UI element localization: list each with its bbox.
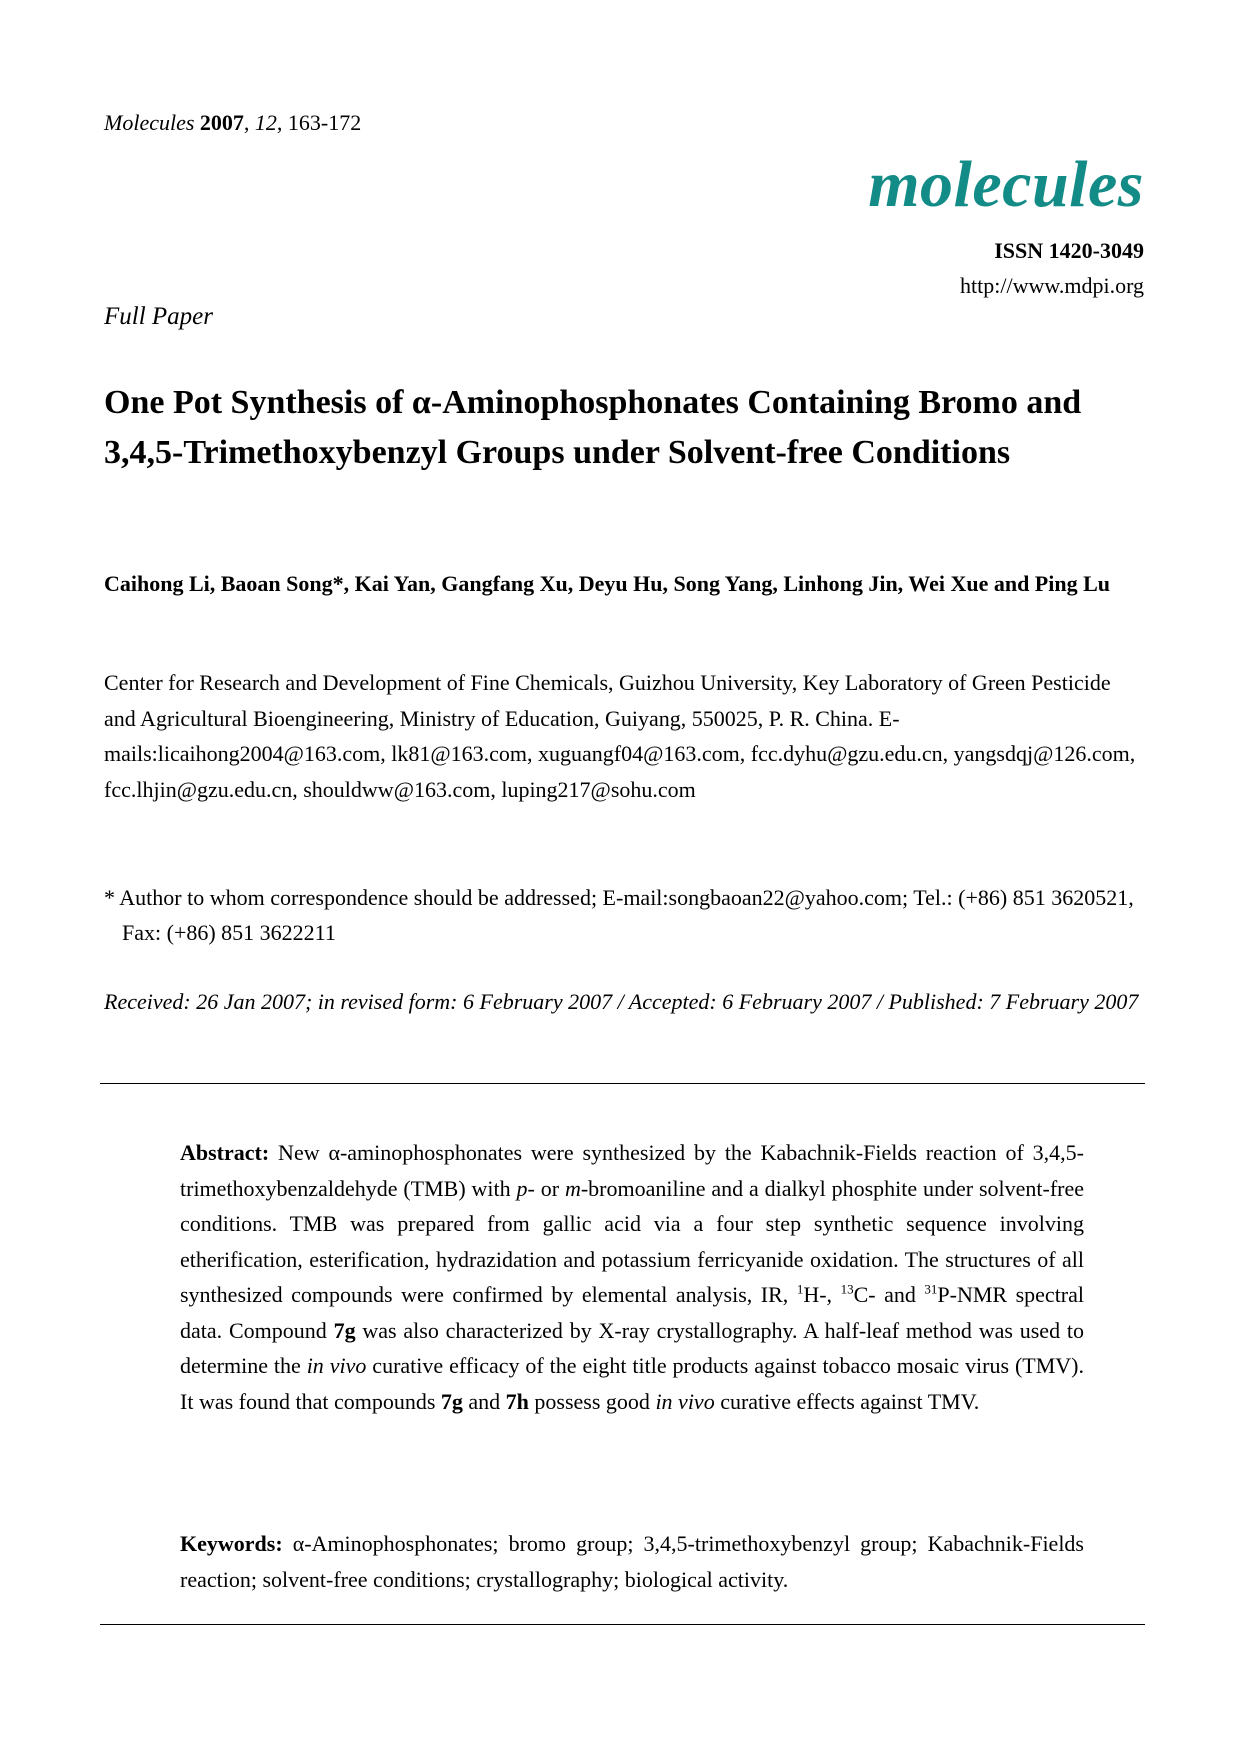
abstract — [180, 1135, 1084, 1419]
abstract-text: C- and — [853, 1282, 925, 1307]
abstract-text: and — [462, 1388, 506, 1414]
journal-citation: Molecules 2007, 12, 163-172 — [104, 110, 362, 135]
paper-title: One Pot Synthesis of α-Aminophosphonates Containing Bromo and 3,4,5-Trimethoxybenzyl Groups under Solvent-free Conditions — [104, 384, 1082, 471]
abstract-text: - or — [527, 1175, 565, 1201]
affiliation: Center for Research and Development of Fine Chemicals, Guizhou University, Key Laboratory of Green Pesticide and Agricultural Bioengineering, Ministry of Education, Guiyang, 550025, P. R. China. E-mails:licaihong2004@163.com, lk81@163.com, xuguangf04@163.com, fcc.dyhu@gzu.edu.cn, yangsdqj@126.com, fcc.lhjin@gzu.edu.cn, shouldww@163.com, luping217@sohu.com — [104, 670, 1136, 802]
abstract-italic: m — [564, 1175, 581, 1201]
abstract-text: New α-aminophosphonates were synthesized by the Kabachnik-Fields reaction of 3,4,5-trimethoxybenzaldehyde (TMB) with — [180, 1140, 1084, 1201]
abstract-text: curative effects against TMV. — [714, 1388, 980, 1414]
abstract-label: Abstract: — [180, 1140, 270, 1165]
abstract-text: possess good — [528, 1388, 656, 1414]
issn: ISSN 1420-3049 — [994, 238, 1144, 263]
compound-label: 7h — [505, 1388, 529, 1414]
correspondence-note: * Author to whom correspondence should be addressed; E-mail:songbaoan22@yahoo.com; Tel.: (+86) 851 3620521, Fax: (+86) 851 3622211 — [104, 885, 1134, 945]
bottom-divider — [100, 1624, 1145, 1625]
compound-label: 7g — [440, 1388, 463, 1414]
keywords-text: α-Aminophosphonates; bromo group; 3,4,5-trimethoxybenzyl group; Kabachnik-Fields reaction; solvent-free conditions; crystallography; biological activity. — [180, 1531, 1084, 1592]
superscript: 31 — [924, 1281, 938, 1297]
superscript: 1 — [796, 1281, 804, 1297]
abstract-italic: p — [516, 1175, 528, 1201]
citation-pages: 163-172 — [287, 110, 362, 135]
publication-dates: Received: 26 Jan 2007; in revised form: 6 February 2007 / Accepted: 6 February 2007 / Published: 7 February 2007 — [104, 989, 1139, 1014]
journal-name: Molecules — [104, 110, 195, 135]
superscript: 13 — [840, 1281, 854, 1297]
abstract-text: P-NMR spectral data. Compound — [180, 1282, 1085, 1343]
journal-url[interactable]: http://www.mdpi.org — [960, 273, 1144, 298]
citation-volume: 12 — [254, 110, 277, 135]
abstract-italic: in vivo — [306, 1353, 367, 1378]
citation-year: 2007 — [199, 110, 244, 135]
compound-label: 7g — [333, 1317, 356, 1343]
abstract-italic: in vivo — [655, 1388, 715, 1414]
abstract-text: -bromoaniline and a dialkyl phosphite under solvent-free conditions. TMB was prepared from gallic acid via a four step synthetic sequence involving etherification, esterification, hydrazidation and potassium ferricyanide oxidation. The structures of all synthesized compounds were confirmed by elemental analysis, IR, — [180, 1175, 1085, 1307]
abstract-text: H-, — [803, 1282, 841, 1307]
journal-logo: molecules — [868, 148, 1144, 221]
top-divider — [100, 1083, 1145, 1084]
abstract-text: curative efficacy of the eight title products against tobacco mosaic virus (TMV). It was found that compounds — [180, 1353, 1084, 1414]
keywords-label: Keywords: — [180, 1531, 283, 1556]
paper-type: Full Paper — [104, 303, 214, 330]
abstract-text: was also characterized by X-ray crystallography. A half-leaf method was used to determine the — [180, 1317, 1085, 1378]
author-list: Caihong Li, Baoan Song*, Kai Yan, Gangfang Xu, Deyu Hu, Song Yang, Linhong Jin, Wei Xue and Ping Lu — [104, 571, 1110, 596]
keywords — [180, 1526, 1084, 1597]
